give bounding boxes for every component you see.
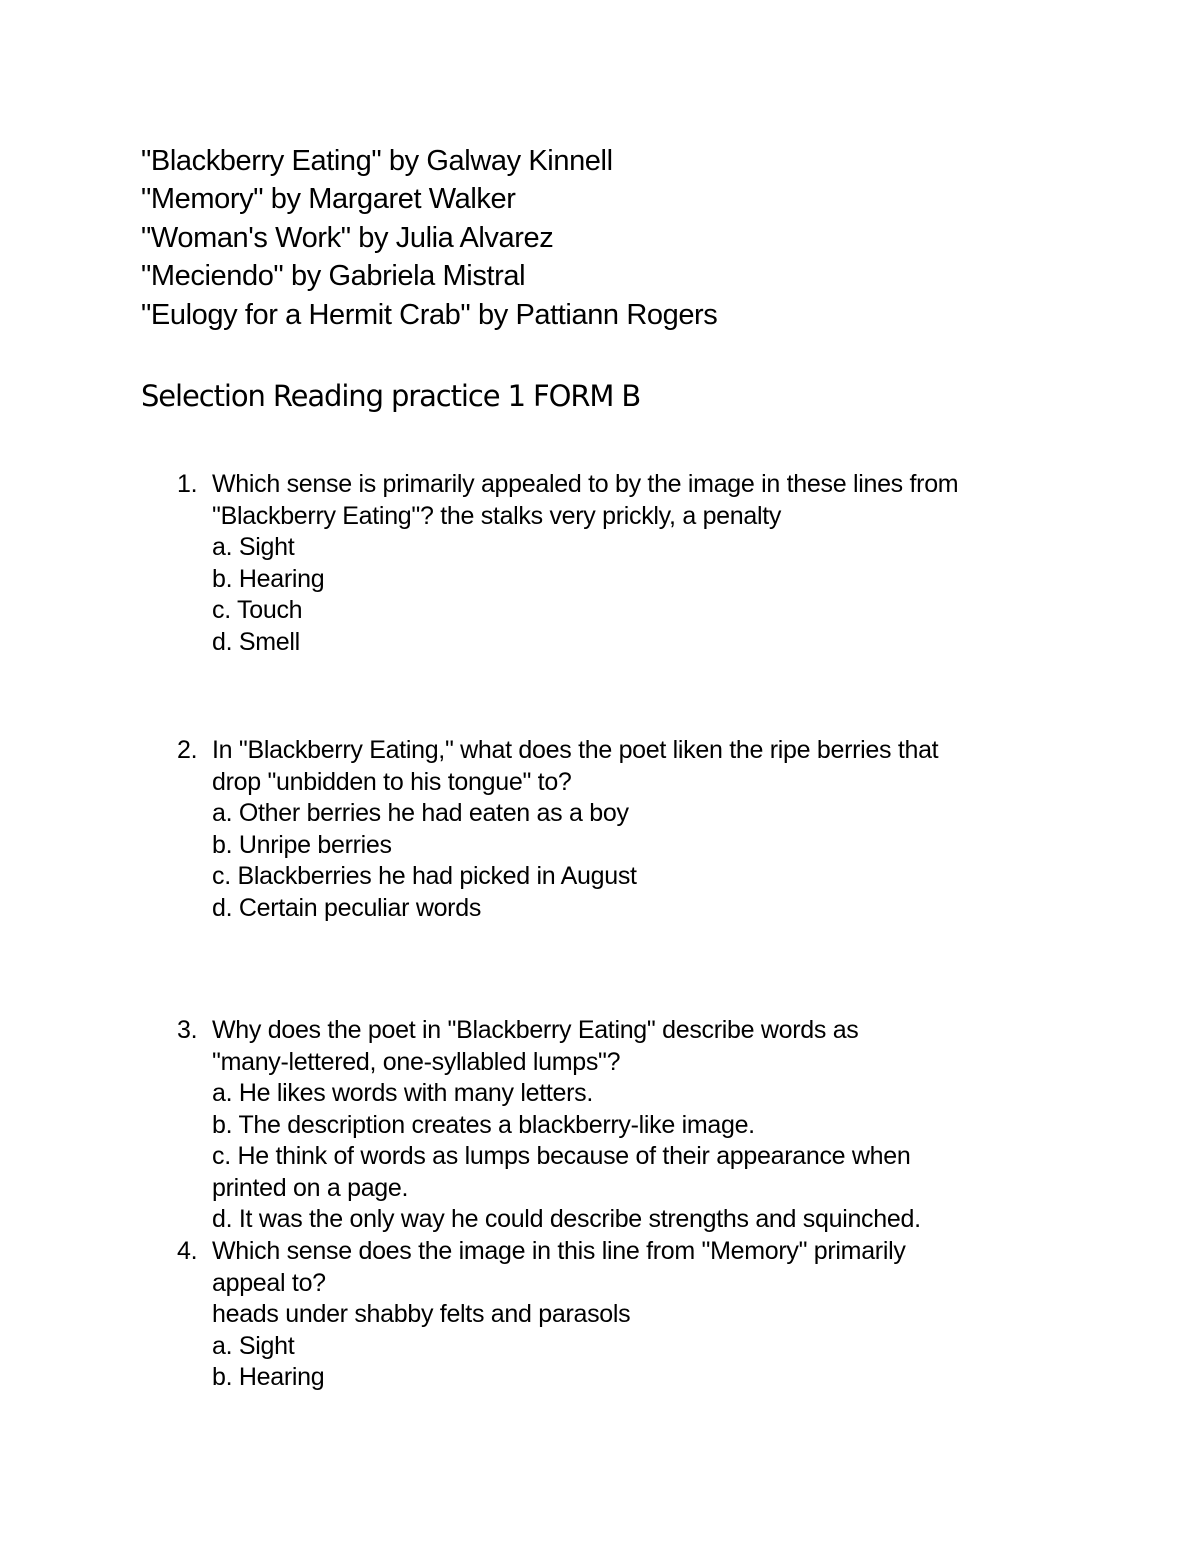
poem-list-item: "Eulogy for a Hermit Crab" by Pattiann Rogers: [141, 298, 718, 331]
answer-option-b: b. Hearing: [212, 1363, 325, 1391]
answer-option-a: a. He likes words with many letters.: [212, 1079, 593, 1107]
answer-option-a: a. Other berries he had eaten as a boy: [212, 799, 629, 827]
poem-list-item: "Woman's Work" by Julia Alvarez: [141, 221, 554, 254]
answer-option-b: b. The description creates a blackberry-like image.: [212, 1110, 755, 1139]
question-prompt-line: In "Blackberry Eating," what does the poet liken the ripe berries that: [212, 736, 939, 764]
question-number: 4.: [177, 1237, 198, 1265]
answer-option-b: b. Hearing: [212, 564, 325, 593]
question-prompt-line: Why does the poet in "Blackberry Eating" describe words as: [212, 1016, 859, 1044]
poem-list-item: "Meciendo" by Gabriela Mistral: [141, 260, 526, 293]
question-body: [212, 469, 1092, 658]
question-prompt-line: Which sense is primarily appealed to by the image in these lines from: [212, 470, 959, 498]
question-number: 2.: [177, 736, 198, 764]
question-body: [212, 1015, 1092, 1236]
question-prompt-line: "many-lettered, one-syllabled lumps"?: [212, 1047, 621, 1076]
question-quoted-line: heads under shabby felts and parasols: [212, 1300, 631, 1328]
poem-list-item: "Blackberry Eating" by Galway Kinnell: [141, 145, 613, 177]
answer-option-d: d. It was the only way he could describe strengths and squinched.: [212, 1205, 921, 1233]
answer-option-d: d. Certain peculiar words: [212, 893, 482, 922]
answer-option-c-continued: printed on a page.: [212, 1173, 409, 1202]
answer-option-c: c. Blackberries he had picked in August: [212, 862, 637, 890]
answer-option-a: a. Sight: [212, 1331, 295, 1360]
answer-option-d: d. Smell: [212, 627, 300, 656]
question-prompt-line: "Blackberry Eating"? the stalks very prickly, a penalty: [212, 501, 782, 530]
answer-option-c: c. He think of words as lumps because of their appearance when: [212, 1142, 911, 1170]
question-body: [212, 735, 1092, 924]
question-prompt-line: appeal to?: [212, 1268, 326, 1297]
poem-list-item: "Memory" by Margaret Walker: [141, 183, 516, 216]
answer-option-a: a. Sight: [212, 533, 295, 561]
question-prompt-line: Which sense does the image in this line from "Memory" primarily: [212, 1237, 906, 1265]
question-number: 1.: [177, 470, 198, 498]
question-prompt-line: drop "unbidden to his tongue" to?: [212, 767, 572, 796]
answer-option-c: c. Touch: [212, 596, 303, 624]
question-list: [141, 0, 1101, 1553]
question-body: [212, 1236, 1092, 1394]
section-title: Selection Reading practice 1 FORM B: [141, 379, 641, 413]
answer-option-b: b. Unripe berries: [212, 830, 392, 859]
question-number: 3.: [177, 1016, 198, 1044]
